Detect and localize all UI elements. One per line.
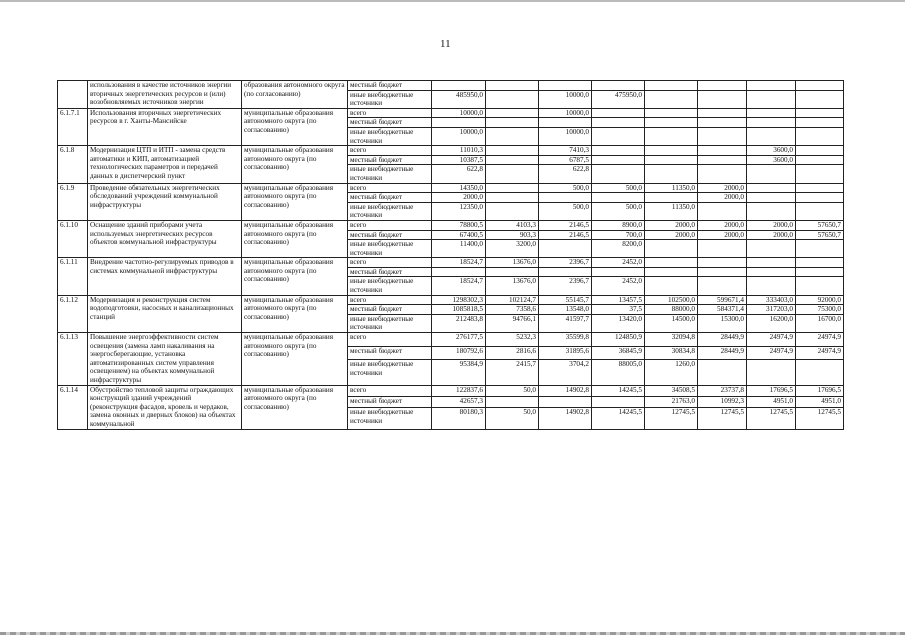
amount-cell [539, 396, 592, 407]
amount-cell: 57650,7 [796, 220, 844, 230]
item-name: Повышение энергоэффективности систем освещения (замена ламп накаливания на энергосберегающие, установка автоматизированных систем управления освещением) на объектах коммунальной инфраструктуры [88, 333, 242, 386]
amount-cell [645, 127, 698, 145]
amount-cell [796, 118, 844, 128]
amount-cell: 6787,5 [539, 155, 592, 165]
amount-cell: 10000,0 [432, 127, 486, 145]
amount-cell [645, 240, 698, 258]
amount-cell [747, 240, 796, 258]
item-executor: муниципальные образования автономного округа (по согласованию) [242, 258, 348, 295]
amount-cell [539, 193, 592, 203]
amount-cell [432, 118, 486, 128]
amount-cell: 3704,2 [539, 360, 592, 386]
amount-cell: 2000,0 [698, 183, 747, 193]
amount-cell [539, 267, 592, 277]
amount-cell: 622,8 [432, 165, 486, 183]
amount-cell: 28449,9 [698, 333, 747, 346]
amount-cell: 12745,5 [796, 408, 844, 429]
amount-cell: 584371,4 [698, 305, 747, 315]
table-body [58, 81, 844, 430]
amount-cell [592, 108, 645, 118]
amount-cell [747, 165, 796, 183]
amount-cell: 37,5 [592, 305, 645, 315]
amount-cell: 17696,5 [747, 385, 796, 396]
item-executor: муниципальные образования автономного округа (по согласованию) [242, 146, 348, 183]
amount-cell [747, 193, 796, 203]
amount-cell: 24974,9 [747, 346, 796, 359]
amount-cell [592, 118, 645, 128]
amount-cell [486, 127, 539, 145]
amount-cell: 18524,7 [432, 277, 486, 295]
amount-cell [796, 202, 844, 220]
table-row [58, 295, 844, 305]
amount-cell: 18524,7 [432, 258, 486, 268]
item-executor: муниципальные образования автономного округа (по согласованию) [242, 108, 348, 145]
item-name: Модернизация ЦТП и ИТП - замена средств автоматики и КИП, автоматизацией технологических параметров и передачей данных в диспетчерский пункт [88, 146, 242, 183]
item-executor: муниципальные образования автономного округа (по согласованию) [242, 220, 348, 257]
funding-source: всего [348, 108, 432, 118]
amount-cell [796, 360, 844, 386]
amount-cell: 4951,0 [796, 396, 844, 407]
item-name: Проведение обязательных энергетических обследований учреждений коммунальной инфраструктуры [88, 183, 242, 220]
amount-cell [645, 90, 698, 108]
amount-cell: 88005,0 [592, 360, 645, 386]
amount-cell: 13548,0 [539, 305, 592, 315]
amount-cell: 36845,9 [592, 346, 645, 359]
funding-source: иные внебюджетные источники [348, 165, 432, 183]
amount-cell [645, 118, 698, 128]
amount-cell [486, 155, 539, 165]
amount-cell: 12350,0 [432, 202, 486, 220]
amount-cell: 24974,9 [796, 346, 844, 359]
amount-cell: 12745,5 [698, 408, 747, 429]
funding-source: местный бюджет [348, 230, 432, 240]
funding-source: местный бюджет [348, 396, 432, 407]
table-row [58, 385, 844, 396]
amount-cell [592, 81, 645, 91]
amount-cell: 2396,7 [539, 258, 592, 268]
amount-cell: 500,0 [539, 183, 592, 193]
amount-cell: 88000,0 [645, 305, 698, 315]
scan-bottom-edge [0, 632, 905, 635]
amount-cell: 8200,0 [592, 240, 645, 258]
funding-source: иные внебюджетные источники [348, 202, 432, 220]
amount-cell [486, 146, 539, 156]
amount-cell: 2146,5 [539, 230, 592, 240]
amount-cell [645, 146, 698, 156]
item-name: Оснащение зданий приборами учета используемых энергетических ресурсов объектов коммунальной инфраструктуры [88, 220, 242, 257]
amount-cell: 180792,6 [432, 346, 486, 359]
amount-cell: 13676,0 [486, 277, 539, 295]
amount-cell [698, 127, 747, 145]
item-executor: образования автономного округа (по согласованию) [242, 81, 348, 109]
item-code: 6.1.9 [58, 183, 88, 220]
amount-cell [645, 193, 698, 203]
table-row [58, 333, 844, 346]
amount-cell [796, 277, 844, 295]
amount-cell [747, 90, 796, 108]
amount-cell: 10000,0 [539, 108, 592, 118]
amount-cell [645, 267, 698, 277]
amount-cell [645, 165, 698, 183]
amount-cell: 333403,0 [747, 295, 796, 305]
table-row [58, 183, 844, 193]
amount-cell: 17696,5 [796, 385, 844, 396]
item-executor: муниципальные образования автономного округа (по согласованию) [242, 385, 348, 429]
amount-cell [486, 81, 539, 91]
amount-cell [592, 146, 645, 156]
amount-cell [486, 165, 539, 183]
amount-cell: 212483,8 [432, 314, 486, 332]
amount-cell [539, 118, 592, 128]
amount-cell: 10000,0 [432, 108, 486, 118]
amount-cell: 2396,7 [539, 277, 592, 295]
amount-cell: 2000,0 [747, 220, 796, 230]
amount-cell [747, 360, 796, 386]
item-code: 6.1.11 [58, 258, 88, 295]
amount-cell [539, 81, 592, 91]
funding-source: местный бюджет [348, 81, 432, 91]
amount-cell: 34508,5 [645, 385, 698, 396]
amount-cell: 1260,0 [645, 360, 698, 386]
item-name: Внедрение частотно-регулируемых приводов в системах коммунальной инфраструктуры [88, 258, 242, 295]
scan-top-edge [0, 0, 905, 2]
amount-cell: 11350,0 [645, 183, 698, 193]
amount-cell [592, 267, 645, 277]
amount-cell: 500,0 [592, 183, 645, 193]
amount-cell: 5232,3 [486, 333, 539, 346]
amount-cell: 903,3 [486, 230, 539, 240]
amount-cell: 28449,9 [698, 346, 747, 359]
amount-cell [796, 90, 844, 108]
amount-cell [432, 267, 486, 277]
amount-cell: 75300,0 [796, 305, 844, 315]
amount-cell: 80180,3 [432, 408, 486, 429]
amount-cell: 2000,0 [698, 230, 747, 240]
amount-cell: 11010,3 [432, 146, 486, 156]
table-row [58, 108, 844, 118]
amount-cell: 14350,0 [432, 183, 486, 193]
amount-cell [747, 267, 796, 277]
amount-cell: 485950,0 [432, 90, 486, 108]
funding-source: иные внебюджетные источники [348, 240, 432, 258]
amount-cell: 2000,0 [645, 220, 698, 230]
amount-cell [747, 127, 796, 145]
amount-cell [796, 183, 844, 193]
amount-cell [645, 277, 698, 295]
funding-source: местный бюджет [348, 193, 432, 203]
amount-cell: 23737,8 [698, 385, 747, 396]
amount-cell: 32094,8 [645, 333, 698, 346]
amount-cell: 2816,6 [486, 346, 539, 359]
funding-source: иные внебюджетные источники [348, 90, 432, 108]
amount-cell: 102124,7 [486, 295, 539, 305]
amount-cell [796, 146, 844, 156]
funding-source: местный бюджет [348, 155, 432, 165]
amount-cell: 102500,0 [645, 295, 698, 305]
item-executor: муниципальные образования автономного округа (по согласованию) [242, 295, 348, 332]
funding-source: иные внебюджетные источники [348, 360, 432, 386]
amount-cell: 21763,0 [645, 396, 698, 407]
amount-cell: 7410,3 [539, 146, 592, 156]
amount-cell: 2452,0 [592, 277, 645, 295]
amount-cell [796, 155, 844, 165]
amount-cell: 41597,7 [539, 314, 592, 332]
page-number: 11 [440, 38, 451, 50]
amount-cell [486, 267, 539, 277]
amount-cell [592, 127, 645, 145]
amount-cell: 13457,5 [592, 295, 645, 305]
amount-cell [796, 81, 844, 91]
amount-cell: 500,0 [539, 202, 592, 220]
item-name: Обустройство тепловой защиты ограждающих конструкций зданий учреждений (реконструкция фасадов, кровель и чердаков, замена оконных и дверных блоков) на объектах коммунальной [88, 385, 242, 429]
amount-cell [698, 155, 747, 165]
amount-cell: 16700,0 [796, 314, 844, 332]
amount-cell [747, 108, 796, 118]
amount-cell [747, 183, 796, 193]
amount-cell: 55145,7 [539, 295, 592, 305]
amount-cell [645, 108, 698, 118]
funding-source: местный бюджет [348, 118, 432, 128]
amount-cell [432, 81, 486, 91]
amount-cell: 11400,0 [432, 240, 486, 258]
amount-cell: 2000,0 [698, 193, 747, 203]
table-row [58, 258, 844, 268]
funding-source: всего [348, 220, 432, 230]
amount-cell [796, 165, 844, 183]
amount-cell: 4103,3 [486, 220, 539, 230]
amount-cell [539, 240, 592, 258]
funding-source: иные внебюджетные источники [348, 408, 432, 429]
amount-cell: 2000,0 [747, 230, 796, 240]
amount-cell: 78800,5 [432, 220, 486, 230]
amount-cell [698, 90, 747, 108]
amount-cell [486, 202, 539, 220]
amount-cell: 30834,8 [645, 346, 698, 359]
item-name: использования в качестве источников энергии вторичных энергетических ресурсов и (или) возобновляемых источников энергии [88, 81, 242, 109]
amount-cell: 2146,5 [539, 220, 592, 230]
amount-cell: 24974,9 [747, 333, 796, 346]
amount-cell [698, 277, 747, 295]
amount-cell [698, 108, 747, 118]
item-executor: муниципальные образования автономного округа (по согласованию) [242, 333, 348, 386]
amount-cell: 8900,0 [592, 220, 645, 230]
amount-cell: 10000,0 [539, 90, 592, 108]
amount-cell: 15300,0 [698, 314, 747, 332]
amount-cell [747, 277, 796, 295]
amount-cell: 94766,1 [486, 314, 539, 332]
amount-cell: 500,0 [592, 202, 645, 220]
amount-cell: 7358,6 [486, 305, 539, 315]
amount-cell: 13420,0 [592, 314, 645, 332]
amount-cell [645, 155, 698, 165]
table-row [58, 146, 844, 156]
program-budget-table [57, 80, 844, 430]
amount-cell [747, 118, 796, 128]
funding-source: всего [348, 385, 432, 396]
amount-cell: 50,0 [486, 408, 539, 429]
item-name: Модернизация и реконструкция систем водоподготовки, насосных и канализационных станций [88, 295, 242, 332]
amount-cell [698, 202, 747, 220]
amount-cell: 92000,0 [796, 295, 844, 305]
funding-source: местный бюджет [348, 267, 432, 277]
table-row [58, 81, 844, 91]
amount-cell: 622,8 [539, 165, 592, 183]
amount-cell [698, 267, 747, 277]
funding-source: иные внебюджетные источники [348, 277, 432, 295]
item-code: 6.1.7.1 [58, 108, 88, 145]
amount-cell [698, 118, 747, 128]
amount-cell: 2000,0 [432, 193, 486, 203]
amount-cell: 122837,6 [432, 385, 486, 396]
funding-source: всего [348, 258, 432, 268]
amount-cell [698, 81, 747, 91]
funding-source: местный бюджет [348, 346, 432, 359]
funding-source: иные внебюджетные источники [348, 127, 432, 145]
funding-source: иные внебюджетные источники [348, 314, 432, 332]
amount-cell [486, 118, 539, 128]
amount-cell [486, 396, 539, 407]
amount-cell: 2452,0 [592, 258, 645, 268]
amount-cell: 10387,5 [432, 155, 486, 165]
item-code: 6.1.8 [58, 146, 88, 183]
amount-cell: 13676,0 [486, 258, 539, 268]
amount-cell: 124850,9 [592, 333, 645, 346]
amount-cell [747, 202, 796, 220]
amount-cell [747, 81, 796, 91]
funding-source: местный бюджет [348, 305, 432, 315]
amount-cell: 1085818,5 [432, 305, 486, 315]
funding-source: всего [348, 333, 432, 346]
item-name: Использования вторичных энергетических ресурсов в г. Ханты-Мансийске [88, 108, 242, 145]
amount-cell: 276177,5 [432, 333, 486, 346]
amount-cell: 42657,3 [432, 396, 486, 407]
amount-cell [486, 108, 539, 118]
amount-cell [796, 240, 844, 258]
amount-cell [486, 183, 539, 193]
amount-cell: 4951,0 [747, 396, 796, 407]
amount-cell: 2415,7 [486, 360, 539, 386]
amount-cell [592, 165, 645, 183]
amount-cell [698, 240, 747, 258]
amount-cell: 14500,0 [645, 314, 698, 332]
amount-cell [698, 165, 747, 183]
amount-cell: 24974,9 [796, 333, 844, 346]
amount-cell: 3600,0 [747, 146, 796, 156]
amount-cell: 3600,0 [747, 155, 796, 165]
amount-cell [796, 108, 844, 118]
amount-cell [486, 193, 539, 203]
amount-cell: 12745,5 [747, 408, 796, 429]
amount-cell [698, 146, 747, 156]
amount-cell [592, 155, 645, 165]
amount-cell [796, 193, 844, 203]
amount-cell: 14245,5 [592, 408, 645, 429]
item-code [58, 81, 88, 109]
amount-cell: 11350,0 [645, 202, 698, 220]
amount-cell: 2000,0 [698, 220, 747, 230]
amount-cell: 14902,8 [539, 408, 592, 429]
amount-cell: 3200,0 [486, 240, 539, 258]
amount-cell [796, 127, 844, 145]
item-code: 6.1.13 [58, 333, 88, 386]
amount-cell: 95384,9 [432, 360, 486, 386]
amount-cell: 67400,5 [432, 230, 486, 240]
funding-source: всего [348, 295, 432, 305]
item-code: 6.1.14 [58, 385, 88, 429]
amount-cell: 700,0 [592, 230, 645, 240]
funding-source: всего [348, 183, 432, 193]
table-row [58, 220, 844, 230]
amount-cell [747, 258, 796, 268]
amount-cell: 10992,3 [698, 396, 747, 407]
amount-cell: 31895,6 [539, 346, 592, 359]
amount-cell [592, 193, 645, 203]
item-executor: муниципальные образования автономного округа (по согласованию) [242, 183, 348, 220]
amount-cell: 317203,0 [747, 305, 796, 315]
amount-cell [645, 258, 698, 268]
amount-cell [698, 258, 747, 268]
amount-cell: 475950,0 [592, 90, 645, 108]
amount-cell [698, 360, 747, 386]
amount-cell: 10000,0 [539, 127, 592, 145]
amount-cell: 16200,0 [747, 314, 796, 332]
amount-cell [486, 90, 539, 108]
amount-cell: 1298302,3 [432, 295, 486, 305]
amount-cell: 599671,4 [698, 295, 747, 305]
amount-cell: 12745,5 [645, 408, 698, 429]
amount-cell [645, 81, 698, 91]
amount-cell: 14245,5 [592, 385, 645, 396]
amount-cell [592, 396, 645, 407]
amount-cell: 2000,0 [645, 230, 698, 240]
amount-cell: 50,0 [486, 385, 539, 396]
amount-cell: 14902,8 [539, 385, 592, 396]
amount-cell: 57650,7 [796, 230, 844, 240]
amount-cell [796, 258, 844, 268]
amount-cell: 35599,8 [539, 333, 592, 346]
item-code: 6.1.12 [58, 295, 88, 332]
funding-source: всего [348, 146, 432, 156]
amount-cell [796, 267, 844, 277]
item-code: 6.1.10 [58, 220, 88, 257]
